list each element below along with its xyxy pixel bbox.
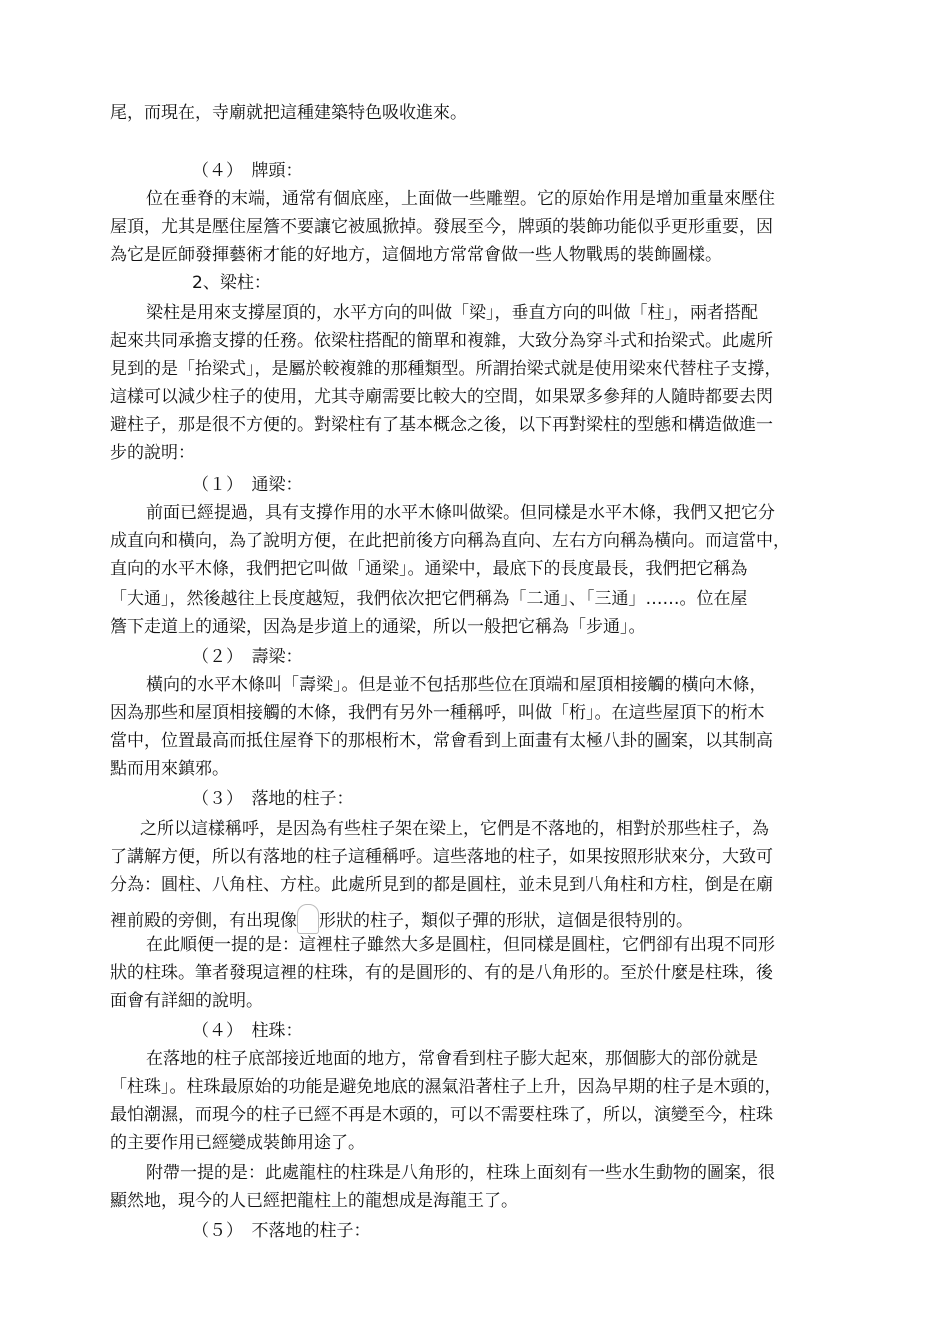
text-line: 了講解方便，所以有落地的柱子這種稱呼。這些落地的柱子，如果按照形狀來分，大致可: [110, 847, 773, 867]
text-line: 見到的是「抬梁式」，是屬於較複雜的那種類型。所謂抬梁式就是使用梁來代替柱子支撐，: [110, 359, 782, 379]
text-line: 的主要作用已經變成裝飾用途了。: [110, 1133, 365, 1153]
text-segment: 形狀的柱子，類似子彈的形狀，這個是很特別的。: [319, 911, 693, 931]
text-line: 在此順便一提的是：這裡柱子雖然大多是圓柱，但同樣是圓柱，它們卻有出現不同形: [146, 935, 775, 955]
pillar-shape-icon: [297, 904, 319, 934]
text-line: 顯然地，現今的人已經把龍柱上的龍想成是海龍王了。: [110, 1191, 518, 1211]
text-line: 位在垂脊的末端，通常有個底座，上面做一些雕塑。它的原始作用是增加重量來壓住: [146, 189, 775, 209]
text-line: 步的說明：: [110, 443, 195, 463]
text-line: 狀的柱珠。筆者發現這裡的柱珠，有的是圓形的、有的是八角形的。至於什麼是柱珠，後: [110, 963, 773, 983]
text-line: 成直向和橫向，為了說明方便，在此把前後方向稱為直向、左右方向稱為橫向。而這當中，: [110, 531, 790, 551]
text-line: 簷下走道上的通梁，因為是步道上的通梁，所以一般把它稱為「步通」。: [110, 617, 646, 637]
text-line: 「柱珠」。柱珠最原始的功能是避免地底的濕氣沿著柱子上升，因為早期的柱子是木頭的，: [110, 1077, 782, 1097]
section-heading: （２） 壽梁：: [192, 647, 303, 667]
text-line: 前面已經提過，具有支撐作用的水平木條叫做梁。但同樣是水平木條，我們又把它分: [146, 503, 775, 523]
section-heading: （４） 柱珠：: [192, 1021, 303, 1041]
text-line: 分為：圓柱、八角柱、方柱。此處所見到的都是圓柱，並未見到八角柱和方柱，倒是在廟: [110, 875, 773, 895]
section-heading: （１） 通梁：: [192, 475, 303, 495]
text-segment: 裡前殿的旁側，有出現像: [110, 911, 297, 931]
text-line: 附帶一提的是：此處龍柱的柱珠是八角形的，柱珠上面刻有一些水生動物的圖案，很: [146, 1163, 775, 1183]
text-line: 橫向的水平木條叫「壽梁」。但是並不包括那些位在頂端和屋頂相接觸的橫向木條，: [146, 675, 767, 695]
text-line: 這樣可以減少柱子的使用，尤其寺廟需要比較大的空間，如果眾多參拜的人隨時都要去閃: [110, 387, 773, 407]
text-line: 因為那些和屋頂相接觸的木條，我們有另外一種稱呼，叫做「桁」。在這些屋頂下的桁木: [110, 703, 765, 723]
text-line: 梁柱是用來支撐屋頂的，水平方向的叫做「梁」，垂直方向的叫做「柱」，兩者搭配: [146, 303, 758, 323]
text-line: 屋頂，尤其是壓住屋簷不要讓它被風掀掉。發展至今，牌頭的裝飾功能似乎更形重要，因: [110, 217, 773, 237]
text-line: 當中，位置最高而抵住屋脊下的那根桁木，常會看到上面畫有太極八卦的圖案，以其制高: [110, 731, 773, 751]
text-line: 起來共同承擔支撐的任務。依梁柱搭配的簡單和複雜，大致分為穿斗式和抬梁式。此處所: [110, 331, 773, 351]
text-line: 最怕潮濕，而現今的柱子已經不再是木頭的，可以不需要柱珠了，所以，演變至今，柱珠: [110, 1105, 773, 1125]
text-line-with-figure: [110, 904, 693, 934]
section-heading: 2、梁柱：: [192, 273, 271, 293]
text-line: 為它是匠師發揮藝術才能的好地方，這個地方常常會做一些人物戰馬的裝飾圖樣。: [110, 245, 722, 265]
text-line: 「大通」，然後越往上長度越短，我們依次把它們稱為「二通」、「三通」……。位在屋: [110, 589, 748, 609]
section-heading: （３） 落地的柱子：: [192, 789, 354, 809]
text-line: 直向的水平木條，我們把它叫做「通梁」。通梁中，最底下的長度最長，我們把它稱為: [110, 559, 748, 579]
text-line: 避柱子，那是很不方便的。對梁柱有了基本概念之後，以下再對梁柱的型態和構造做進一: [110, 415, 773, 435]
text-line: 在落地的柱子底部接近地面的地方，常會看到柱子膨大起來，那個膨大的部份就是: [146, 1049, 758, 1069]
section-heading: （４） 牌頭：: [192, 161, 303, 181]
text-line: 點而用來鎮邪。: [110, 759, 229, 779]
text-line: 之所以這樣稱呼，是因為有些柱子架在梁上，它們是不落地的，相對於那些柱子，為: [140, 819, 769, 839]
section-heading: （５） 不落地的柱子：: [192, 1221, 371, 1241]
text-line: 面會有詳細的說明。: [110, 991, 263, 1011]
text-line: 尾，而現在，寺廟就把這種建築特色吸收進來。: [110, 103, 467, 123]
